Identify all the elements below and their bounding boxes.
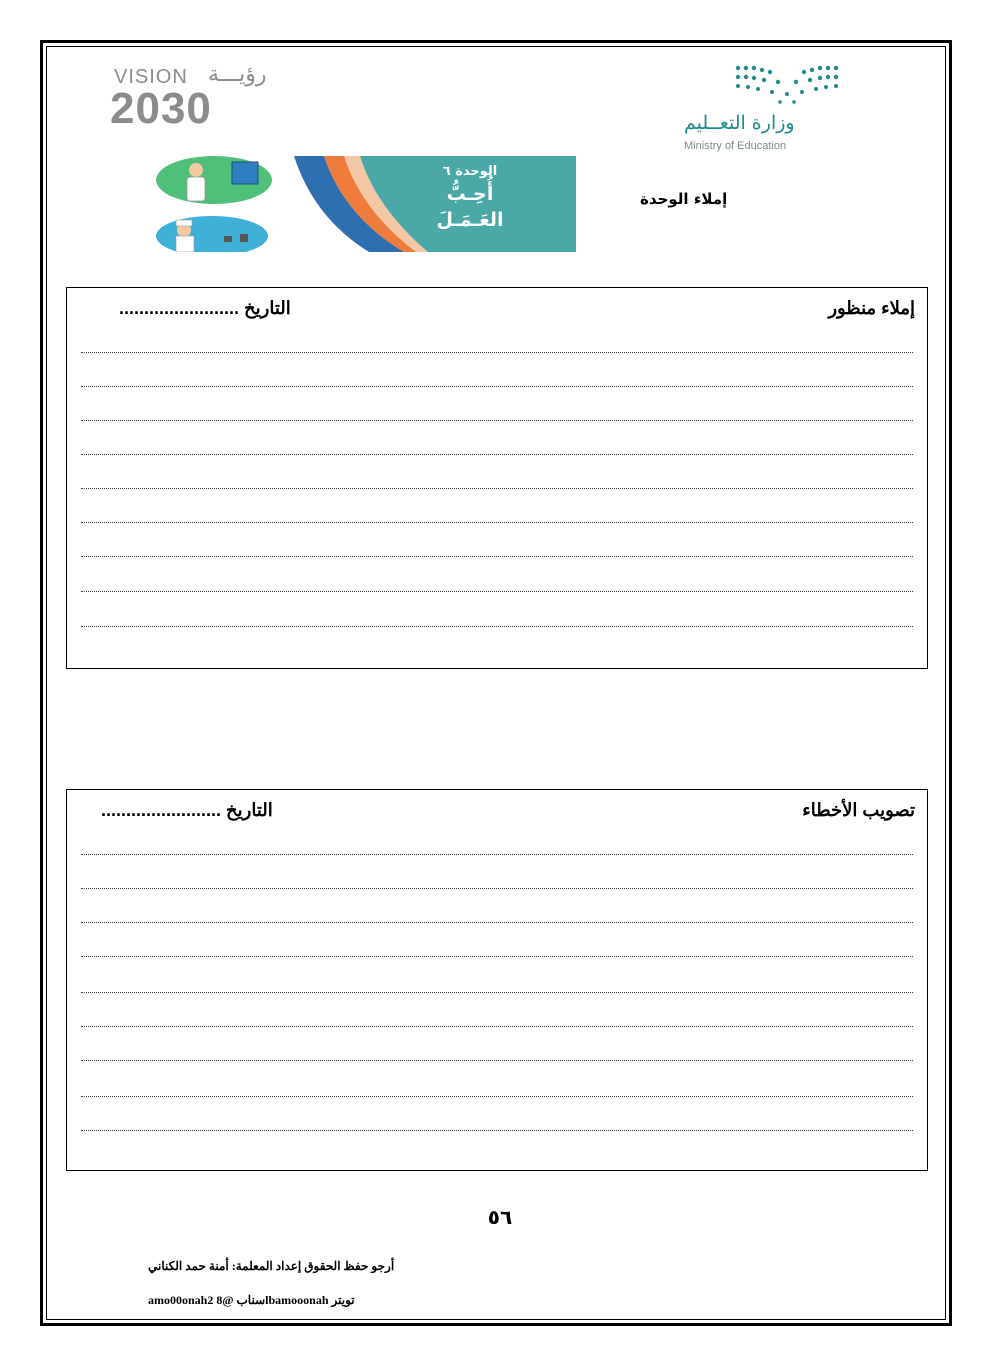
- writing-line[interactable]: [81, 352, 913, 353]
- vision-logo-year: 2030: [110, 84, 212, 133]
- writing-line[interactable]: [81, 1130, 913, 1131]
- error-correction-box[interactable]: [66, 789, 928, 1171]
- unit-number: الوحدة ٦: [442, 164, 498, 179]
- writing-line[interactable]: [81, 922, 913, 923]
- writing-line[interactable]: [81, 956, 913, 957]
- writing-line[interactable]: [81, 854, 913, 855]
- chef-illustration: [156, 216, 268, 252]
- writing-line[interactable]: [81, 454, 913, 455]
- page-number: ٥٦: [487, 1205, 513, 1229]
- date-field[interactable]: التاريخ ........................: [101, 800, 273, 820]
- writing-line[interactable]: [81, 488, 913, 489]
- ministry-of-education-logo: [676, 60, 846, 155]
- unit-dictation-heading: إملاء الوحدة: [640, 190, 728, 208]
- writing-line[interactable]: [81, 420, 913, 421]
- vision-2030-logo: [108, 62, 273, 132]
- ministry-logo-arabic: وزارة التعــليم: [684, 112, 795, 134]
- writing-line[interactable]: [81, 591, 913, 592]
- social-handles: amo00onah2 سناب @8lbamooonah تويتر: [148, 1293, 355, 1307]
- writing-line[interactable]: [81, 386, 913, 387]
- ministry-dots-icon: [734, 62, 840, 106]
- date-field[interactable]: التاريخ ........................: [119, 298, 291, 318]
- viewed-dictation-box[interactable]: [66, 287, 928, 669]
- unit-title-line1: أُحِـبُّ: [446, 183, 494, 205]
- writing-line[interactable]: [81, 556, 913, 557]
- unit-banner-text: [400, 164, 540, 231]
- doctor-illustration: [156, 156, 272, 204]
- section-title: إملاء منظور: [828, 298, 915, 318]
- section-title: تصويب الأخطاء: [802, 800, 915, 820]
- unit-title-line2: العَـمَـلَ: [436, 209, 504, 231]
- writing-line[interactable]: [81, 1026, 913, 1027]
- writing-line[interactable]: [81, 626, 913, 627]
- writing-line[interactable]: [81, 888, 913, 889]
- writing-line[interactable]: [81, 1096, 913, 1097]
- writing-line[interactable]: [81, 1060, 913, 1061]
- writing-line[interactable]: [81, 522, 913, 523]
- writing-line[interactable]: [81, 992, 913, 993]
- vision-logo-english: VISION: [114, 66, 188, 88]
- ministry-logo-english: Ministry of Education: [684, 140, 787, 152]
- credit-line: أرجو حفظ الحقوق إعداد المعلمة: أمنة حمد الكناني: [148, 1259, 395, 1273]
- vision-logo-arabic: رؤيـــة: [208, 62, 267, 87]
